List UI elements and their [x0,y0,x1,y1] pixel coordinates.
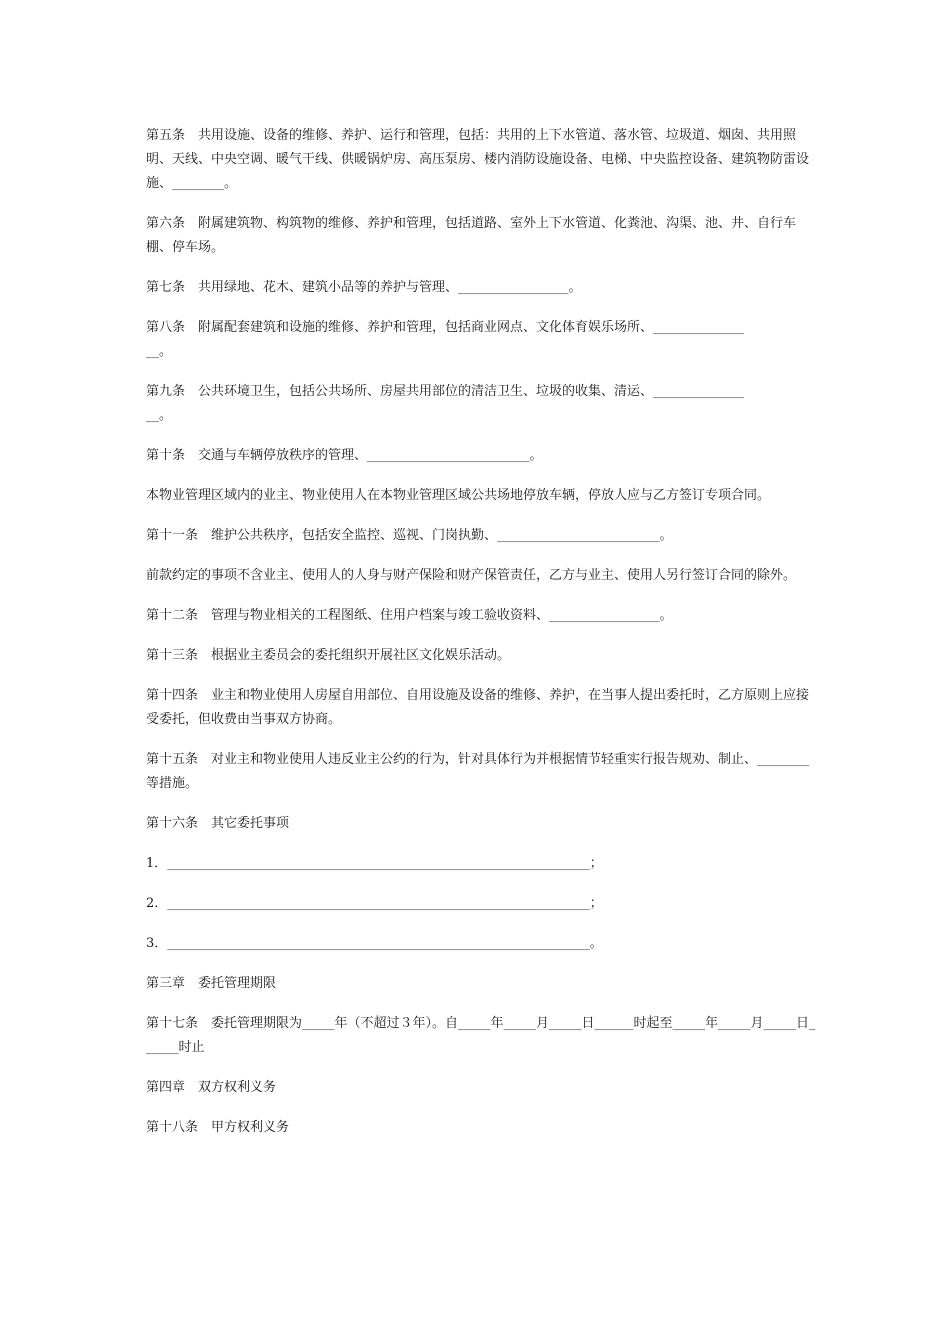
article-9-text: 第九条 公共环境卫生，包括公共场所、房屋共用部位的清洁卫生、垃圾的收集、清运、______________ [146,384,745,399]
article-12: 第十二条 管理与物业相关的工程图纸、住用户档案与竣工验收资料、_________________。 [146,608,673,623]
article-11: 第十一条 维护公共秩序，包括安全监控、巡视、门岗执勤、_________________________。 [146,528,673,543]
article-18: 第十八条 甲方权利义务 [146,1120,290,1135]
article-9 [146,380,816,428]
article-8-tail: __。 [146,344,173,359]
article-13: 第十三条 根据业主委员会的委托组织开展社区文化娱乐活动。 [146,648,511,663]
article-9-tail: __。 [146,408,173,423]
article-6: 第六条 附属建筑物、构筑物的维修、养护和管理，包括道路、室外上下水管道、化粪池、沟渠、池、井、自行车棚、停车场。 [146,216,797,255]
article-7: 第七条 共用绿地、花木、建筑小品等的养护与管理、_________________。 [146,280,582,295]
article-8 [146,316,816,364]
other-item-3: 3．_________________________________________________________________。 [146,936,603,951]
insurance-clause: 前款约定的事项不含业主、使用人的人身与财产保险和财产保管责任，乙方与业主、使用人另行签订合同的除外。 [146,568,797,583]
chapter-3-heading: 第三章 委托管理期限 [146,976,277,991]
article-14: 第十四条 业主和物业使用人房屋自用部位、自用设施及设备的维修、养护，在当事人提出委托时，乙方原则上应接受委托，但收费由当事双方协商。 [146,688,810,727]
document-page [146,124,816,1156]
article-5: 第五条 共用设施、设备的维修、养护、运行和管理，包括：共用的上下水管道、落水管、垃圾道、烟囱、共用照明、天线、中央空调、暖气干线、供暖锅炉房、高压泵房、楼内消防设施设备、电梯、中央监控设备、建筑物防雷设施、________。 [146,128,810,191]
parking-clause: 本物业管理区域内的业主、物业使用人在本物业管理区域公共场地停放车辆，停放人应与乙方签订专项合同。 [146,488,771,503]
article-16: 第十六条 其它委托事项 [146,816,290,831]
chapter-4-heading: 第四章 双方权利义务 [146,1080,277,1095]
article-8-text: 第八条 附属配套建筑和设施的维修、养护和管理，包括商业网点、文化体育娱乐场所、______________ [146,320,745,335]
article-10: 第十条 交通与车辆停放秩序的管理、_________________________。 [146,448,543,463]
other-item-2: 2．_________________________________________________________________； [146,896,603,911]
article-17: 第十七条 委托管理期限为_____年（不超过３年）。自_____年_____月_____日______时起至_____年_____月_____日______时止 [146,1016,816,1055]
article-15: 第十五条 对业主和物业使用人违反业主公约的行为，针对具体行为并根据情节轻重实行报告规劝、制止、________等措施。 [146,752,810,791]
other-item-1: 1．_________________________________________________________________； [146,856,603,871]
